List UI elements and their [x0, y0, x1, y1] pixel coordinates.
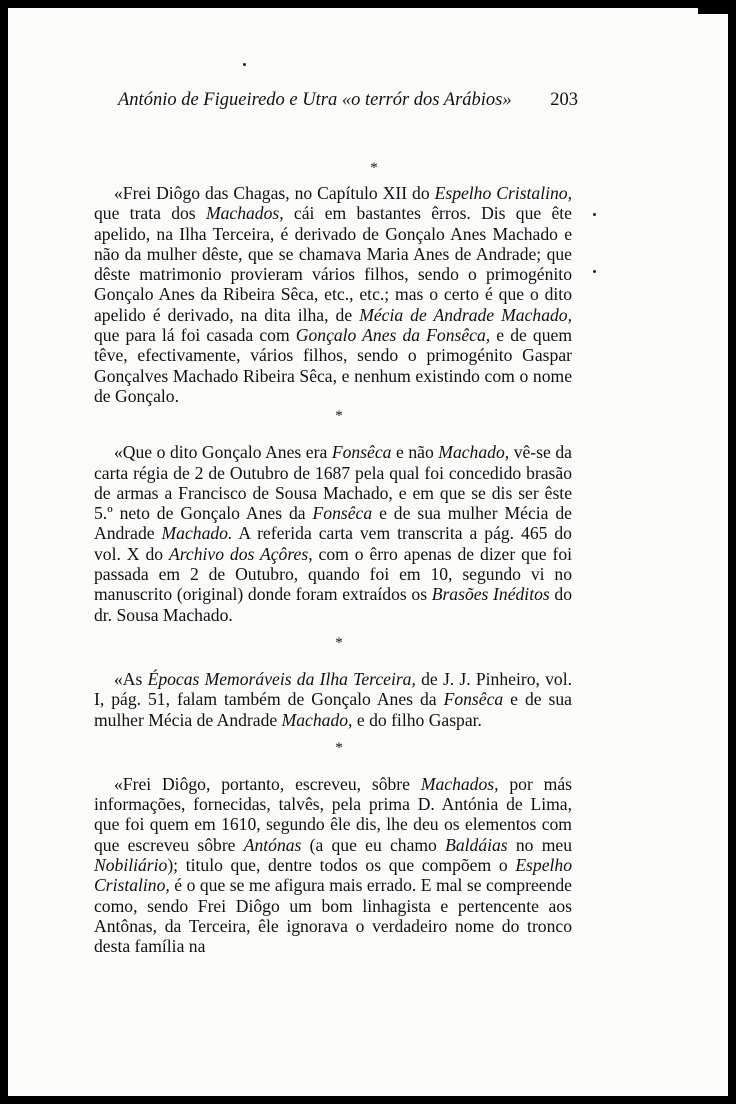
running-header	[118, 90, 578, 111]
section-separator: *	[335, 634, 343, 651]
paragraph: «Frei Diôgo, portanto, escreveu, sôbre Machados, por más informações, fornecidas, talvês, pela prima D. Antónia de Lima, que foi quem em 1610, segundo êle dis, lhe deu os elementos com que escreveu sôbre Antónas (a que eu chamo Baldáias no meu Nobiliário); titulo que, dentre todos os que compõem o Espelho Cristalino, é o que se me afigura mais errado. E mal se compreende como, sendo Frei Diôgo um bom linhagista e pertencente aos Antônas, da Terceira, êle ignorava o verdadeiro nome do tronco desta família na	[94, 773, 572, 957]
page-number: 203	[550, 90, 578, 110]
ink-speck	[243, 63, 246, 66]
body-text	[94, 183, 572, 957]
paragraph: «Frei Diôgo das Chagas, no Capítulo XII do Espelho Cristalino, que trata dos Machados, cái em bastantes êrros. Dis que ête apelido, na Ilha Terceira, é derivado de Gonçalo Anes Machado e não da mulher dêste, que se chamava Maria Anes de Andrade; que dêste matrimonio provieram vários filhos, sendo o primogénito Gonçalo Anes da Ribeira Sêca, etc., etc.; mas o certo é que o dito apelido é derivado, na dita ilha, de Mécia de Andrade Machado, que para lá foi casada com Gonçalo Anes da Fonsêca, e de quem têve, efectivamente, vários filhos, sendo o primogénito Gaspar Gonçalves Machado Ribeira Sêca, e nenhum existindo com o nome de Gonçalo.	[94, 183, 573, 406]
ink-speck	[593, 213, 596, 216]
paragraph: «As Épocas Memoráveis da Ilha Terceira, de J. J. Pinheiro, vol. I, pág. 51, falam também de Gonçalo Anes da Fonsêca e de sua mulher Mécia de Andrade Machado, e do filho Gaspar.	[94, 668, 572, 730]
ink-speck	[593, 270, 596, 273]
scan-border-mark	[698, 8, 728, 14]
paragraph: «Que o dito Gonçalo Anes era Fonsêca e não Machado, vê-se da carta régia de 2 de Outubro de 1687 pela qual foi concedido brasão de armas a Francisco de Sousa Machado, e em que se dis ser êste 5.º neto de Gonçalo Anes da Fonsêca e de sua mulher Mécia de Andrade Machado. A referida carta vem transcrita a pág. 465 do vol. X do Archivo dos Açôres, com o êrro apenas de dizer que foi passada em 2 de Outubro, quando foi em 10, segundo vi no manuscrito (original) donde foram extraídos os Brasões Inéditos do dr. Sousa Machado.	[94, 442, 573, 625]
running-title: António de Figueiredo e Utra «o terrór dos Arábios»	[118, 90, 512, 110]
section-separator: *	[370, 160, 378, 176]
book-page	[8, 8, 728, 1096]
section-separator: *	[335, 739, 343, 756]
section-separator: *	[335, 408, 343, 425]
